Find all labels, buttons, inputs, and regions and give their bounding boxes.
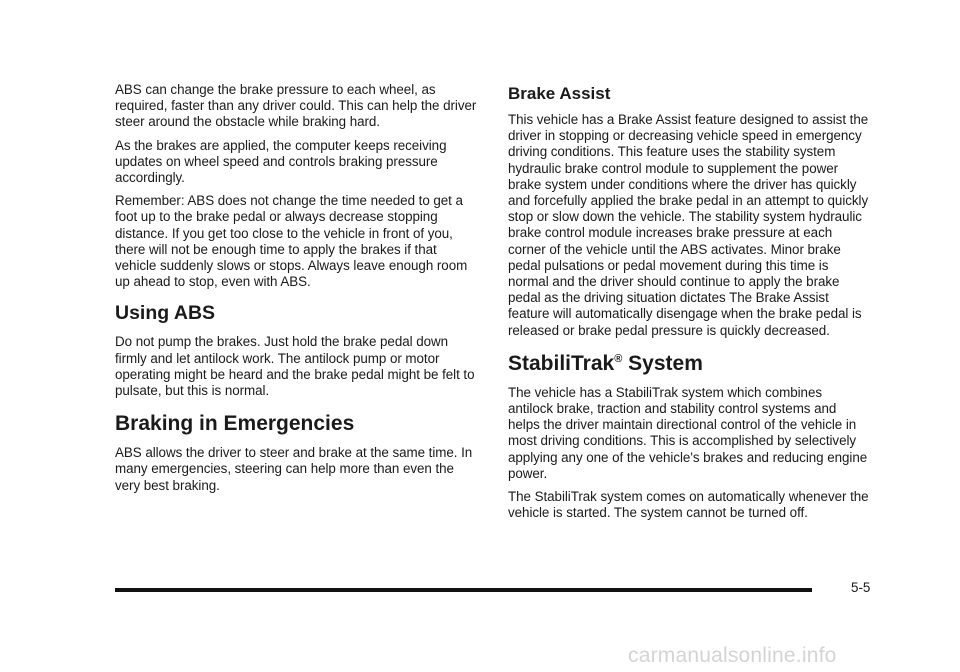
paragraph-abs-remember: Remember: ABS does not change the time needed to get a foot up to the brake pedal or always decrease stopping distance. If you get too close to the vehicle in front of you, there will not be enough time to apply the brakes if that vehicle suddenly slows or stops. Always leave enough room up ahead to stop, even with ABS. <box>115 193 468 290</box>
paragraph-abs-pressure: ABS can change the brake pressure to each wheel, as required, faster than any driver could. This can help the driver steer around the obstacle while braking hard. <box>115 82 477 130</box>
heading-braking-emergencies: Braking in Emergencies <box>115 412 355 436</box>
footer-rule <box>115 588 812 592</box>
paragraph-stabilitrak-system: The vehicle has a StabiliTrak system which combines antilock brake, traction and stability control systems and helps the driver maintain directional control of the vehicle in most driving conditions. This is accomplished by selectively applying any one of the vehicle's brakes and reducing engine power. <box>508 384 868 481</box>
registered-mark: ® <box>614 352 623 365</box>
page-number: 5-5 <box>851 580 871 595</box>
heading-stabilitrak-name: StabiliTrak <box>508 351 615 375</box>
left-column <box>115 82 477 501</box>
paragraph-using-abs: Do not pump the brakes. Just hold the brake pedal down firmly and let antilock work. The antilock pump or motor operating might be heard and the brake pedal might be felt to pulsate, but this is normal. <box>115 334 475 399</box>
paragraph-abs-updates: As the brakes are applied, the computer keeps receiving updates on wheel speed and controls braking pressure accordingly. <box>115 137 447 186</box>
heading-brake-assist: Brake Assist <box>508 84 611 103</box>
heading-stabilitrak <box>508 351 870 376</box>
paragraph-braking-emergencies: ABS allows the driver to steer and brake at the same time. In many emergencies, steering can help more than even the very best braking. <box>115 445 473 493</box>
paragraph-brake-assist: This vehicle has a Brake Assist feature designed to assist the driver in stopping or decreasing vehicle speed in emergency driving conditions. This feature uses the stability system hydraulic brake control module to supplement the power brake system under conditions where the driver has quickly and forcefully applied the brake pedal in an attempt to quickly stop or slow down the vehicle. The stability system hydraulic brake control module increases brake pressure at each corner of the vehicle until the ABS activates. Minor brake pedal pulsations or pedal movement during this time is normal and the driver should continue to apply the brake pedal as the driving situation dictates The Brake Assist feature will automatically disengage when the brake pedal is released or brake pedal pressure is quickly decreased. <box>508 112 869 338</box>
heading-stabilitrak-rest: System <box>622 351 703 375</box>
watermark-text: carmanualsonline.info <box>628 644 837 667</box>
right-column <box>508 84 870 528</box>
heading-using-abs: Using ABS <box>115 302 216 325</box>
paragraph-stabilitrak-auto: The StabiliTrak system comes on automatically whenever the vehicle is started. The system cannot be turned off. <box>508 489 869 521</box>
